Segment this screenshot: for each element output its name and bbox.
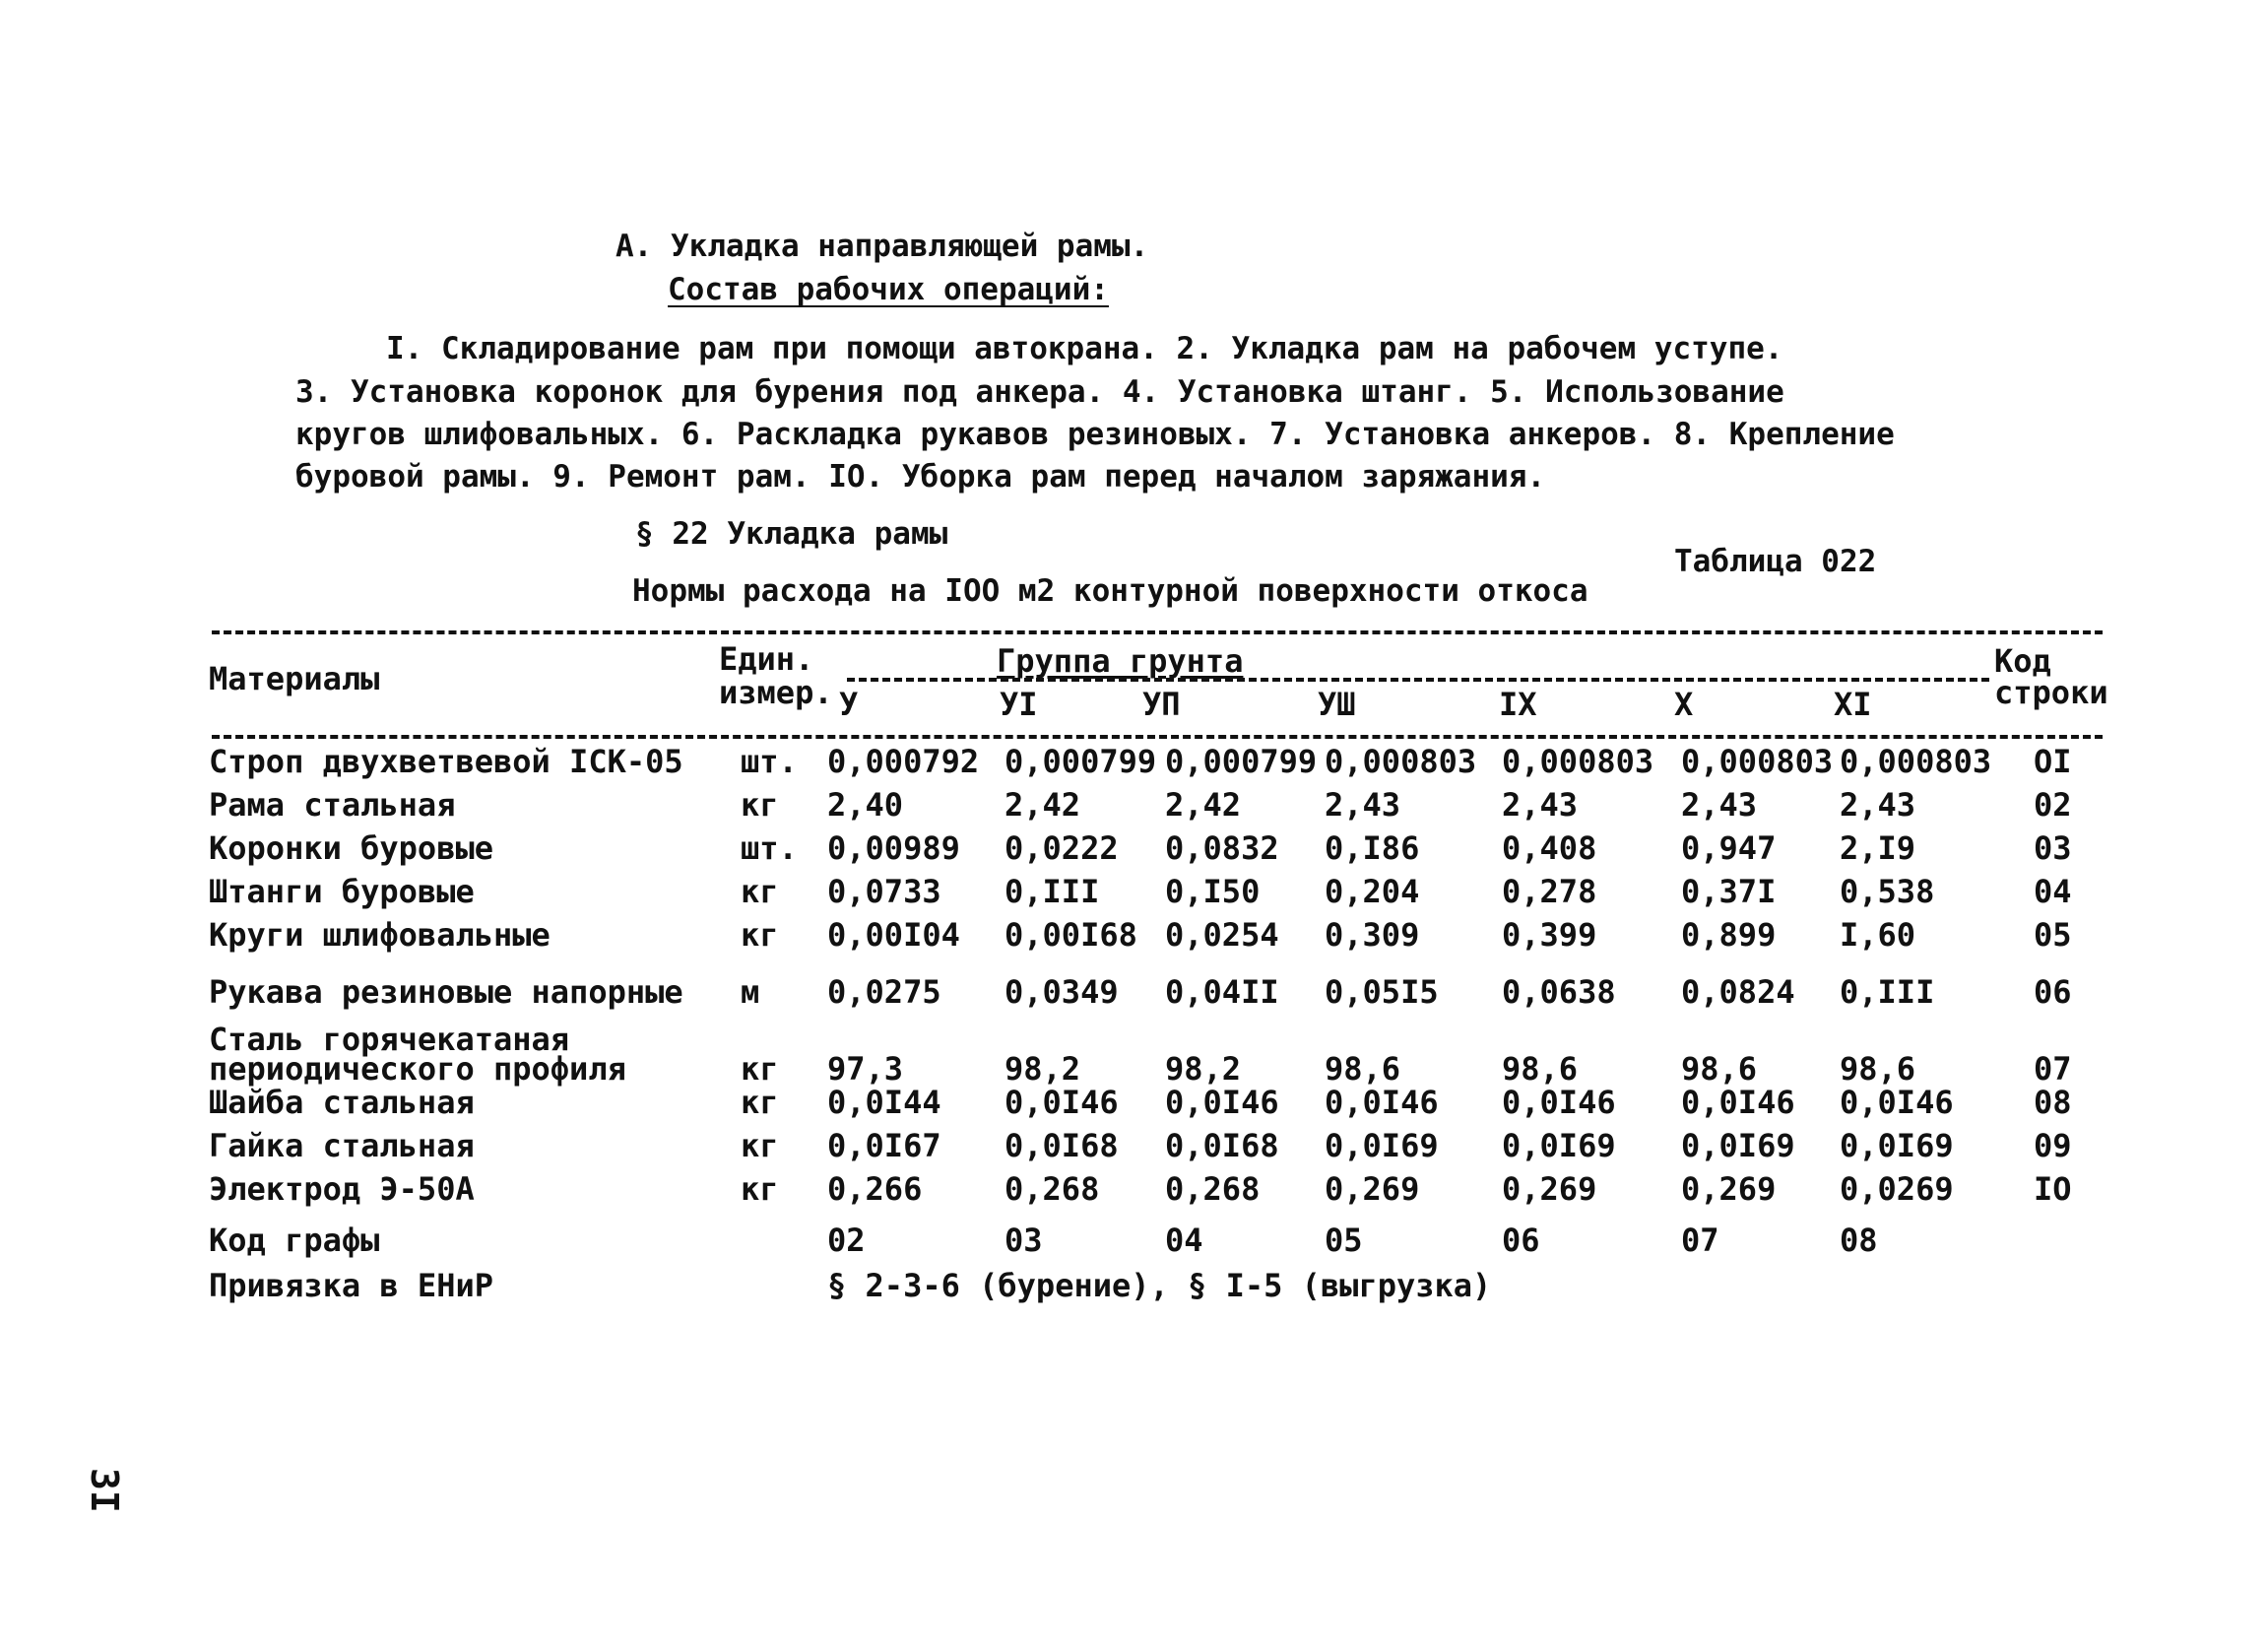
row-value: 2,42 <box>1165 786 1242 824</box>
row-code: 05 <box>2034 916 2072 954</box>
row-value: 0,00I68 <box>1004 916 1137 954</box>
row-unit: кг <box>741 1170 779 1208</box>
row-value: 0,0I46 <box>1325 1084 1439 1121</box>
row-value: 2,43 <box>1840 786 1916 824</box>
row-value: 98,2 <box>1004 1050 1081 1088</box>
row-value: 0,538 <box>1840 873 1935 910</box>
header-unit-line1: Един. <box>719 640 814 678</box>
operations-line-1: I. Складирование рам при помощи автокрана. 2. Укладка рам на рабочем уступе. <box>386 331 1783 366</box>
group-header-vi: УI <box>1000 686 1038 723</box>
row-value: 0,0I67 <box>827 1127 941 1164</box>
table-top-rule <box>212 630 2103 634</box>
binding-label: Привязка в ЕНиР <box>209 1267 493 1304</box>
row-code: 07 <box>2034 1050 2072 1088</box>
row-value: 98,6 <box>1681 1050 1758 1088</box>
operations-line-2: 3. Установка коронок для бурения под анкера. 4. Установка штанг. 5. Использование <box>295 374 1784 410</box>
row-code: 04 <box>2034 873 2072 910</box>
row-material-name: Электрод Э-50А <box>209 1170 475 1208</box>
code-graph-label: Код графы <box>209 1222 380 1259</box>
row-code: IO <box>2034 1170 2072 1208</box>
row-code: 02 <box>2034 786 2072 824</box>
row-value: 0,0824 <box>1681 973 1795 1011</box>
group-header-x: X <box>1674 686 1694 723</box>
operations-line-3: кругов шлифовальных. 6. Раскладка рукавов резиновых. 7. Установка анкеров. 8. Крепление <box>295 417 1895 452</box>
row-value: 0,I86 <box>1325 829 1420 867</box>
group-header-xi: XI <box>1834 686 1872 723</box>
row-value: 0,266 <box>827 1170 923 1208</box>
header-code-line1: Код <box>1994 642 2051 680</box>
row-unit: м <box>741 973 760 1011</box>
row-unit: кг <box>741 916 779 954</box>
row-value: 0,269 <box>1325 1170 1420 1208</box>
group-header-viii: УШ <box>1318 686 1356 723</box>
row-material-name: Шайба стальная <box>209 1084 475 1121</box>
group-header-v: У <box>839 686 859 723</box>
row-unit: кг <box>741 1084 779 1121</box>
group-header-ix: IX <box>1499 686 1537 723</box>
row-unit: кг <box>741 1050 779 1088</box>
row-material-name: Штанги буровые <box>209 873 475 910</box>
row-value: 0,000792 <box>827 743 980 780</box>
header-code-line2: строки <box>1994 674 2108 711</box>
row-value: 0,0I69 <box>1325 1127 1439 1164</box>
page-number: 3I <box>83 1468 126 1513</box>
group-header-vii: УП <box>1142 686 1181 723</box>
row-value: 0,408 <box>1502 829 1597 867</box>
row-value: 98,6 <box>1502 1050 1579 1088</box>
operations-title: Состав рабочих операций: <box>668 272 1109 307</box>
row-value: 0,0I69 <box>1681 1127 1795 1164</box>
row-value: 0,0I68 <box>1165 1127 1279 1164</box>
table-label: Таблица 022 <box>1674 544 1877 579</box>
row-value: 2,43 <box>1681 786 1758 824</box>
row-value: 0,0I46 <box>1681 1084 1795 1121</box>
row-value: 0,0I46 <box>1502 1084 1616 1121</box>
row-value: 0,0349 <box>1004 973 1119 1011</box>
row-code: 03 <box>2034 829 2072 867</box>
row-value: 0,0I69 <box>1840 1127 1954 1164</box>
row-material-name: Коронки буровые <box>209 829 493 867</box>
row-value: 0,309 <box>1325 916 1420 954</box>
row-value: 0,0254 <box>1165 916 1279 954</box>
row-value: 97,3 <box>827 1050 904 1088</box>
row-code: 08 <box>2034 1084 2072 1121</box>
row-unit: шт. <box>741 743 798 780</box>
code-graph-value: 03 <box>1004 1222 1043 1259</box>
header-materials: Материалы <box>209 660 380 697</box>
row-value: 0,04II <box>1165 973 1279 1011</box>
code-graph-value: 02 <box>827 1222 866 1259</box>
row-value: 0,204 <box>1325 873 1420 910</box>
row-value: 0,05I5 <box>1325 973 1439 1011</box>
row-value: 98,2 <box>1165 1050 1242 1088</box>
row-value: 2,43 <box>1502 786 1579 824</box>
row-value: 0,0I44 <box>827 1084 941 1121</box>
row-value: 0,000799 <box>1165 743 1318 780</box>
operations-line-4: буровой рамы. 9. Ремонт рам. IO. Уборка рам перед началом заряжания. <box>295 459 1546 495</box>
row-value: 0,0I69 <box>1502 1127 1616 1164</box>
row-value: 0,268 <box>1004 1170 1100 1208</box>
row-value: 0,0I46 <box>1840 1084 1954 1121</box>
row-material-name: Гайка стальная <box>209 1127 475 1164</box>
row-value: 0,0832 <box>1165 829 1279 867</box>
row-code: 06 <box>2034 973 2072 1011</box>
row-value: 0,0I68 <box>1004 1127 1119 1164</box>
row-value: 98,6 <box>1325 1050 1401 1088</box>
paragraph-title: § 22 Укладка рамы <box>635 516 948 552</box>
row-value: 0,37I <box>1681 873 1777 910</box>
row-value: 0,00989 <box>827 829 960 867</box>
section-a-title: А. Укладка направляющей рамы. <box>616 229 1149 264</box>
row-value: 2,42 <box>1004 786 1081 824</box>
row-value: I,60 <box>1840 916 1916 954</box>
row-value: 0,0I46 <box>1004 1084 1119 1121</box>
row-unit: кг <box>741 1127 779 1164</box>
row-value: 0,0269 <box>1840 1170 1954 1208</box>
row-material-name: Строп двухветвевой ICK-05 <box>209 743 683 780</box>
code-graph-value: 04 <box>1165 1222 1203 1259</box>
code-graph-value: 07 <box>1681 1222 1719 1259</box>
row-unit: кг <box>741 786 779 824</box>
row-value: 0,000803 <box>1840 743 1992 780</box>
row-value: 0,00I04 <box>827 916 960 954</box>
row-value: 2,40 <box>827 786 904 824</box>
row-material-name: Круги шлифовальные <box>209 916 551 954</box>
header-group: Группа грунта <box>997 642 1244 680</box>
row-code: OI <box>2034 743 2072 780</box>
code-graph-value: 06 <box>1502 1222 1540 1259</box>
row-value: 0,0638 <box>1502 973 1616 1011</box>
row-value: 0,III <box>1840 973 1935 1011</box>
row-material-name: Рукава резиновые напорные <box>209 973 683 1011</box>
row-value: 0,000803 <box>1325 743 1477 780</box>
row-code: 09 <box>2034 1127 2072 1164</box>
row-value: 0,III <box>1004 873 1100 910</box>
row-value: 0,278 <box>1502 873 1597 910</box>
row-value: 0,000803 <box>1502 743 1654 780</box>
row-value: 0,269 <box>1681 1170 1777 1208</box>
code-graph-value: 05 <box>1325 1222 1363 1259</box>
row-material-name-2: периодического профиля <box>209 1050 626 1088</box>
row-value: 0,0I46 <box>1165 1084 1279 1121</box>
row-value: 0,268 <box>1165 1170 1261 1208</box>
row-value: 0,947 <box>1681 829 1777 867</box>
row-value: 0,269 <box>1502 1170 1597 1208</box>
row-value: 98,6 <box>1840 1050 1916 1088</box>
row-value: 0,0275 <box>827 973 941 1011</box>
row-value: 0,0733 <box>827 873 941 910</box>
row-value: 0,899 <box>1681 916 1777 954</box>
row-value: 0,000799 <box>1004 743 1157 780</box>
row-unit: кг <box>741 873 779 910</box>
header-bottom-rule <box>212 735 2103 739</box>
row-value: 2,I9 <box>1840 829 1916 867</box>
row-value: 2,43 <box>1325 786 1401 824</box>
row-value: 0,000803 <box>1681 743 1834 780</box>
row-material-name: Рама стальная <box>209 786 456 824</box>
code-graph-value: 08 <box>1840 1222 1878 1259</box>
norms-title: Нормы расхода на IOO м2 контурной поверхности откоса <box>632 573 1588 609</box>
row-value: 0,0222 <box>1004 829 1119 867</box>
binding-text: § 2-3-6 (бурение), § I-5 (выгрузка) <box>827 1267 1492 1304</box>
row-material-name: Сталь горячекатаная <box>209 1021 570 1058</box>
row-value: 0,399 <box>1502 916 1597 954</box>
row-value: 0,I50 <box>1165 873 1261 910</box>
row-unit: шт. <box>741 829 798 867</box>
header-unit-line2: измер. <box>719 674 833 711</box>
